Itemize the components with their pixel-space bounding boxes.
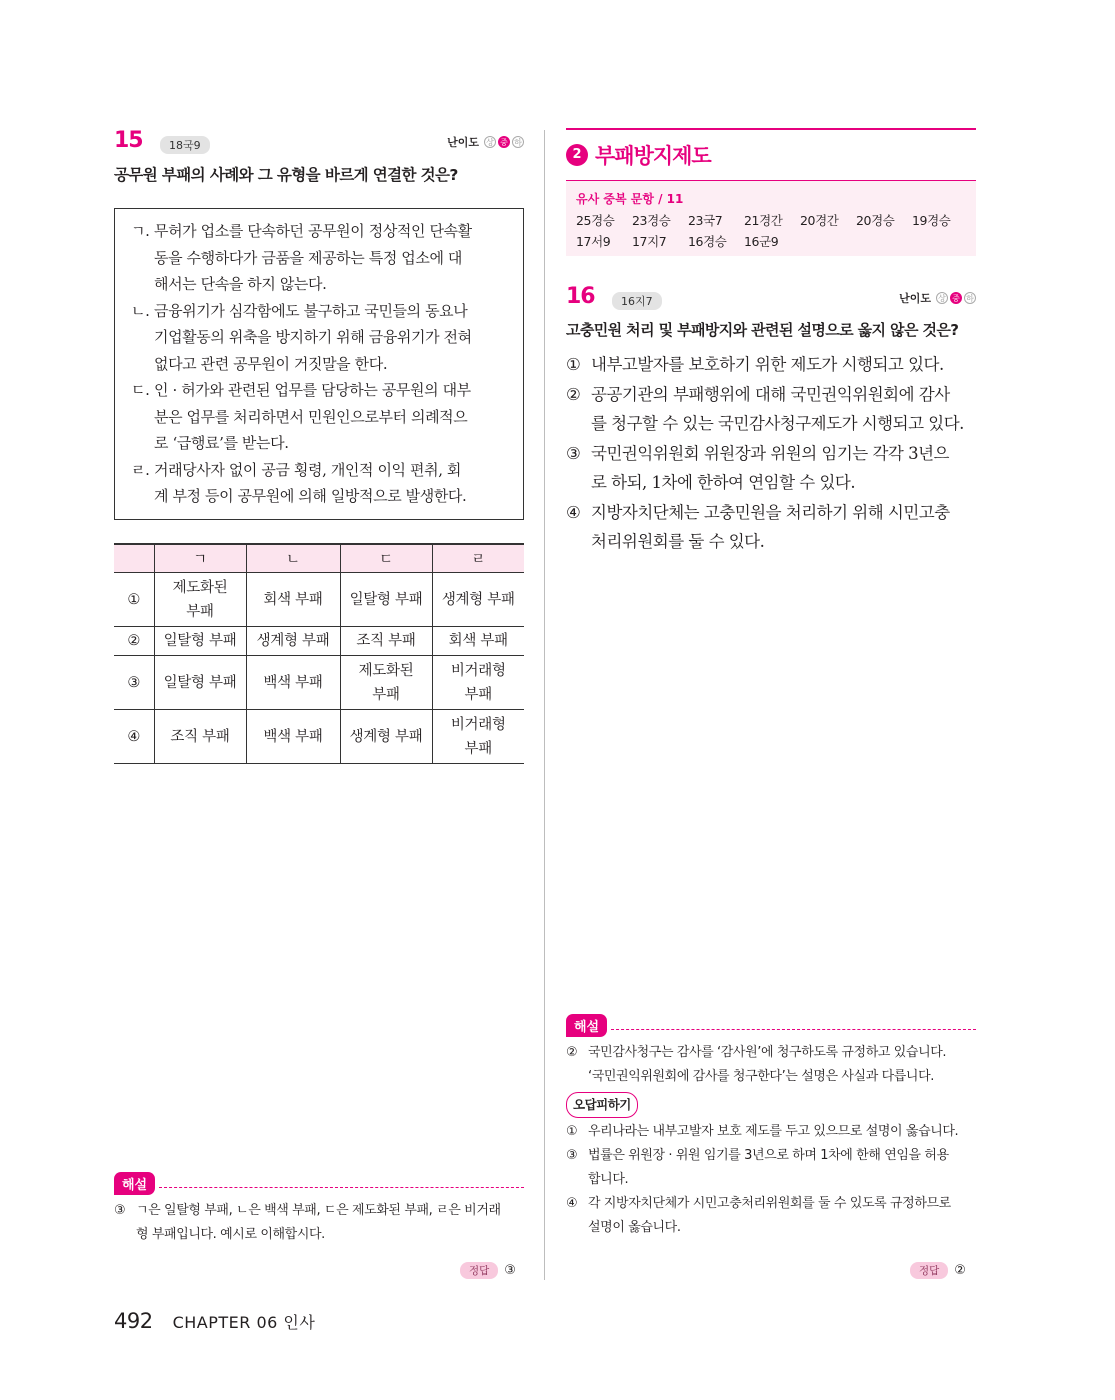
difficulty-low: 하 bbox=[512, 136, 524, 148]
difficulty-indicator bbox=[899, 290, 976, 306]
avoid-marker: ③ bbox=[566, 1148, 578, 1163]
table-cell: 생계형 부패 bbox=[432, 573, 524, 627]
option-3[interactable] bbox=[566, 439, 976, 498]
options-list bbox=[566, 350, 976, 557]
table-cell: 일탈형 부패 bbox=[154, 627, 246, 656]
avoid-item bbox=[566, 1144, 976, 1192]
similar-questions-title: 유사 중복 문항 / 11 bbox=[576, 192, 684, 206]
option-marker: ④ bbox=[114, 710, 154, 764]
similar-item: 16경승 bbox=[688, 234, 727, 249]
similar-item: 17지7 bbox=[632, 234, 667, 249]
case-item-a bbox=[131, 218, 511, 298]
dashed-divider bbox=[611, 1029, 976, 1030]
answer-value: ③ bbox=[504, 1263, 516, 1278]
table-cell: 제도화된 부패 bbox=[154, 573, 246, 627]
table-cell: 백색 부패 bbox=[246, 710, 340, 764]
option-1[interactable] bbox=[566, 350, 976, 380]
option-line: 처리위원회를 둘 수 있다. bbox=[591, 532, 765, 551]
question-stem: 공무원 부패의 사례와 그 유형을 바르게 연결한 것은? bbox=[114, 166, 458, 184]
question-header bbox=[114, 128, 524, 158]
explanation-header bbox=[114, 1172, 524, 1194]
question-number: 15 bbox=[114, 128, 143, 153]
explanation-tag: 해설 bbox=[566, 1014, 607, 1037]
section-title: 부패방지제도 bbox=[595, 144, 711, 168]
similar-item: 23경승 bbox=[632, 213, 671, 228]
table-row[interactable] bbox=[114, 573, 524, 627]
explanation-16 bbox=[566, 1014, 976, 1240]
right-column bbox=[566, 128, 976, 557]
explanation-item bbox=[114, 1199, 524, 1247]
similar-item: 16군9 bbox=[744, 234, 779, 249]
table-cell: 조직 부패 bbox=[154, 710, 246, 764]
dashed-divider bbox=[159, 1187, 524, 1188]
table-header: ㄹ bbox=[432, 544, 524, 573]
case-item-b bbox=[131, 298, 511, 378]
option-line: 국민권익위원회 위원장과 위원의 임기는 각각 3년으 bbox=[591, 443, 949, 463]
option-marker: ① bbox=[566, 355, 581, 374]
avoid-item bbox=[566, 1192, 976, 1240]
table-row[interactable] bbox=[114, 710, 524, 764]
explanation-15 bbox=[114, 1172, 524, 1247]
table-cell: 회색 부패 bbox=[246, 573, 340, 627]
case-line: 분은 업무를 처리하면서 민원인으로부터 의례적으 bbox=[154, 407, 468, 426]
option-line: 로 하되, 1차에 한하여 연임할 수 있다. bbox=[591, 473, 856, 492]
table-cell: 일탈형 부패 bbox=[154, 656, 246, 710]
similar-item: 20경간 bbox=[800, 213, 839, 228]
avoid-marker: ① bbox=[566, 1124, 578, 1139]
option-line: 공공기관의 부패행위에 대해 국민권익위원회에 감사 bbox=[591, 384, 950, 404]
source-badge: 16지7 bbox=[612, 292, 662, 310]
case-line: 거래당사자 없이 공금 횡령, 개인적 이익 편취, 회 bbox=[154, 460, 462, 479]
answer-value: ② bbox=[954, 1263, 966, 1278]
option-marker: ④ bbox=[566, 502, 581, 522]
chapter-label: CHAPTER 06 인사 bbox=[172, 1313, 316, 1332]
source-badge: 18국9 bbox=[160, 136, 210, 154]
table-row[interactable] bbox=[114, 627, 524, 656]
similar-item: 19경승 bbox=[912, 213, 951, 228]
case-line: 없다고 관련 공무원이 거짓말을 한다. bbox=[154, 354, 388, 373]
avoid-marker: ④ bbox=[566, 1196, 578, 1211]
explanation-header bbox=[566, 1014, 976, 1036]
explanation-item bbox=[566, 1041, 976, 1089]
explanation-line: ㄱ은 일탈형 부패, ㄴ은 백색 부패, ㄷ은 제도화된 부패, ㄹ은 비거래 bbox=[136, 1203, 501, 1218]
answer-label: 정답 bbox=[460, 1262, 498, 1279]
case-line: 동을 수행하다가 금품을 제공하는 특정 업소에 대 bbox=[154, 248, 463, 267]
difficulty-high: 상 bbox=[936, 292, 948, 304]
option-marker: ① bbox=[114, 573, 154, 627]
avoid-line: 각 지방자치단체가 시민고충처리위원회를 둘 수 있도록 규정하므로 bbox=[588, 1196, 951, 1211]
option-line: 내부고발자를 보호하기 위한 제도가 시행되고 있다. bbox=[591, 355, 944, 374]
table-cell: 생계형 부패 bbox=[340, 710, 432, 764]
similar-questions-box bbox=[566, 180, 976, 256]
case-item-d bbox=[131, 457, 511, 510]
table-header bbox=[114, 544, 154, 573]
section-number: 2 bbox=[566, 144, 588, 166]
case-marker: ㄱ. bbox=[131, 222, 150, 240]
explanation-marker: ② bbox=[566, 1045, 578, 1060]
question-number: 16 bbox=[566, 284, 595, 309]
case-line: 인 · 허가와 관련된 업무를 담당하는 공무원의 대부 bbox=[154, 381, 471, 399]
case-marker: ㄹ. bbox=[131, 460, 150, 479]
case-marker: ㄴ. bbox=[131, 301, 150, 320]
case-marker: ㄷ. bbox=[131, 381, 150, 399]
table-header: ㄴ bbox=[246, 544, 340, 573]
difficulty-mid: 중 bbox=[950, 292, 962, 304]
table-cell: 백색 부패 bbox=[246, 656, 340, 710]
avoid-line: 설명이 옳습니다. bbox=[588, 1220, 681, 1235]
case-line: 해서는 단속을 하지 않는다. bbox=[154, 275, 327, 293]
table-cell: 조직 부패 bbox=[340, 627, 432, 656]
avoid-line: 우리나라는 내부고발자 보호 제도를 두고 있으므로 설명이 옳습니다. bbox=[588, 1124, 959, 1139]
explanation-tag: 해설 bbox=[114, 1172, 155, 1195]
answer-16 bbox=[910, 1262, 966, 1279]
option-4[interactable] bbox=[566, 498, 976, 557]
explanation-line: ‘국민권익위원회에 감사를 청구한다’는 설명은 사실과 다릅니다. bbox=[588, 1069, 934, 1084]
column-divider bbox=[544, 130, 545, 1280]
table-cell: 비거래형 부패 bbox=[432, 710, 524, 764]
avoid-line: 합니다. bbox=[588, 1172, 629, 1187]
option-marker: ② bbox=[114, 627, 154, 656]
case-line: 계 부정 등이 공무원에 의해 일방적으로 발생한다. bbox=[154, 487, 467, 505]
table-cell: 회색 부패 bbox=[432, 627, 524, 656]
explanation-marker: ③ bbox=[114, 1203, 126, 1218]
option-2[interactable] bbox=[566, 380, 976, 439]
case-box bbox=[114, 208, 524, 520]
answer-15 bbox=[460, 1262, 516, 1279]
similar-questions-list bbox=[576, 210, 966, 252]
option-marker: ③ bbox=[114, 656, 154, 710]
option-marker: ③ bbox=[566, 443, 581, 463]
table-row[interactable] bbox=[114, 656, 524, 710]
page-number: 492 bbox=[114, 1309, 153, 1333]
table-header: ㄷ bbox=[340, 544, 432, 573]
option-line: 를 청구할 수 있는 국민감사청구제도가 시행되고 있다. bbox=[591, 414, 964, 433]
question-16-header bbox=[566, 284, 976, 314]
answer-label: 정답 bbox=[910, 1262, 948, 1279]
explanation-line: 국민감사청구는 감사를 ‘감사원’에 청구하도록 규정하고 있습니다. bbox=[588, 1045, 947, 1060]
table-cell: 생계형 부패 bbox=[246, 627, 340, 656]
case-line: 금융위기가 심각함에도 불구하고 국민들의 동요나 bbox=[154, 301, 468, 320]
table-header: ㄱ bbox=[154, 544, 246, 573]
question-stem: 고충민원 처리 및 부패방지와 관련된 설명으로 옳지 않은 것은? bbox=[566, 321, 959, 339]
difficulty-low: 하 bbox=[964, 292, 976, 304]
table-cell: 일탈형 부패 bbox=[340, 573, 432, 627]
question-15 bbox=[114, 128, 524, 764]
difficulty-label: 난이도 bbox=[899, 292, 931, 305]
table-cell: 제도화된 부패 bbox=[340, 656, 432, 710]
similar-item: 23국7 bbox=[688, 213, 723, 228]
avoid-line: 법률은 위원장 · 위원 임기를 3년으로 하며 1차에 한해 연임을 허용 bbox=[588, 1148, 949, 1163]
explanation-text bbox=[566, 1041, 976, 1240]
difficulty-high: 상 bbox=[484, 136, 496, 148]
table-cell: 비거래형 부패 bbox=[432, 656, 524, 710]
answer-table bbox=[114, 543, 524, 765]
difficulty-label: 난이도 bbox=[447, 136, 479, 149]
case-line: 로 ‘급행료’를 받는다. bbox=[154, 434, 289, 452]
case-line: 무허가 업소를 단속하던 공무원이 정상적인 단속활 bbox=[154, 222, 472, 240]
similar-item: 17서9 bbox=[576, 234, 611, 249]
similar-item: 20경승 bbox=[856, 213, 895, 228]
section-header bbox=[566, 128, 976, 180]
avoid-item bbox=[566, 1120, 976, 1144]
similar-item: 21경간 bbox=[744, 213, 783, 228]
avoid-mistakes-tag: 오답피하기 bbox=[566, 1092, 638, 1118]
similar-item: 25경승 bbox=[576, 213, 615, 228]
difficulty-indicator bbox=[447, 134, 524, 150]
table-header-row bbox=[114, 544, 524, 573]
case-item-c bbox=[131, 377, 511, 457]
explanation-text bbox=[114, 1199, 524, 1247]
case-line: 기업활동의 위축을 방지하기 위해 금융위기가 전혀 bbox=[154, 328, 472, 346]
option-line: 지방자치단체는 고충민원을 처리하기 위해 시민고충 bbox=[591, 502, 950, 522]
explanation-line: 형 부패입니다. 예시로 이해합시다. bbox=[136, 1227, 325, 1242]
option-marker: ② bbox=[566, 384, 581, 404]
difficulty-mid: 중 bbox=[498, 136, 510, 148]
page-footer bbox=[114, 1309, 315, 1333]
